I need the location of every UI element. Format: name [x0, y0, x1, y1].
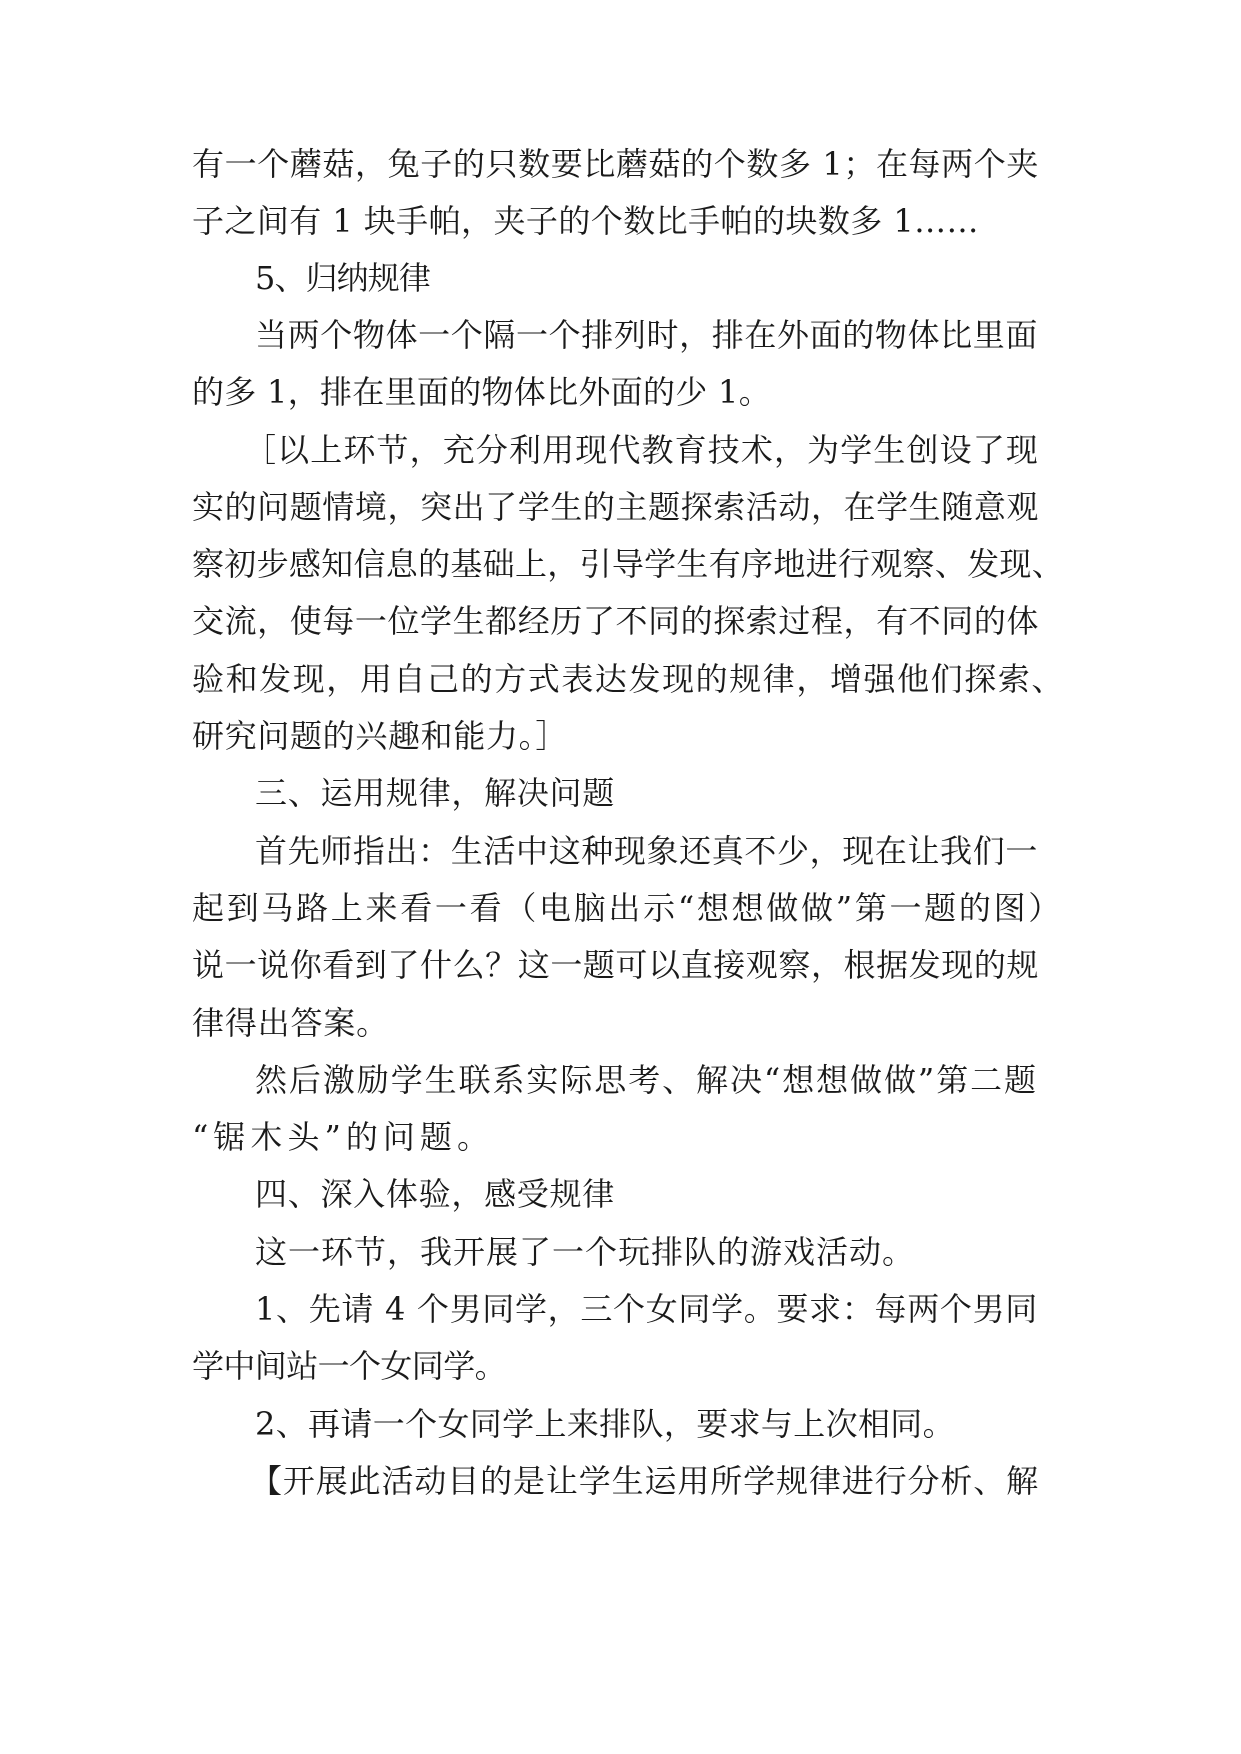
section-heading-text: 四、深入体验，感受规律	[255, 1175, 615, 1213]
text-line	[0, 1461, 1241, 1501]
text-line	[0, 1003, 1241, 1043]
text-line-content: 律得出答案。	[192, 1004, 389, 1042]
text-line	[0, 601, 1241, 641]
section-heading	[0, 773, 1241, 813]
text-line-content: 交流，使每一位学生都经历了不同的探索过程，有不同的体	[192, 602, 1039, 640]
text-line	[0, 430, 1241, 470]
text-line	[0, 544, 1241, 584]
text-line-content: 首先师指出：生活中这种现象还真不少，现在让我们一	[255, 832, 1038, 870]
text-line	[0, 201, 1241, 241]
text-line	[0, 144, 1241, 184]
section-heading	[0, 1174, 1241, 1214]
text-line	[0, 487, 1241, 527]
text-line-content: 验和发现，用自己的方式表达发现的规律，增强他们探索、	[192, 660, 1065, 698]
text-line	[0, 1404, 1241, 1444]
text-line-content: 实的问题情境，突出了学生的主题探索活动，在学生随意观	[192, 488, 1039, 526]
text-line	[0, 831, 1241, 871]
text-line-content: 起到马路上来看一看（电脑出示“想想做做”第一题的图）	[192, 889, 1063, 927]
text-line	[0, 315, 1241, 355]
section-heading-text: 三、运用规律，解决问题	[255, 774, 615, 812]
text-line-content: 研究问题的兴趣和能力。］	[192, 717, 568, 755]
section-heading-text: 5、归纳规律	[255, 259, 430, 297]
text-line	[0, 372, 1241, 412]
text-line-content: 【开展此活动目的是让学生运用所学规律进行分析、解	[250, 1462, 1039, 1500]
text-line-content: 当两个物体一个隔一个排列时，排在外面的物体比里面	[255, 316, 1038, 354]
text-line-content: 1、先请 4 个男同学，三个女同学。要求：每两个男同	[255, 1290, 1038, 1328]
text-line	[0, 1346, 1241, 1386]
text-line-content: 的多 1，排在里面的物体比外面的少 1。	[192, 373, 771, 411]
text-line	[0, 716, 1241, 756]
text-line-content: 这一环节，我开展了一个玩排队的游戏活动。	[255, 1233, 915, 1271]
text-line-content: 说一说你看到了什么？这一题可以直接观察，根据发现的规	[192, 946, 1039, 984]
text-line	[0, 1289, 1241, 1329]
text-line	[0, 1060, 1241, 1100]
text-line-content: “锯木头”的问题。	[192, 1118, 494, 1156]
text-line-content: 2、再请一个女同学上来排队，要求与上次相同。	[255, 1405, 955, 1443]
text-line-content: ［以上环节，充分利用现代教育技术，为学生创设了现	[244, 431, 1039, 469]
text-line	[0, 659, 1241, 699]
text-line	[0, 888, 1241, 928]
text-line	[0, 1232, 1241, 1272]
text-line-content: 然后激励学生联系实际思考、解决“想想做做”第二题	[255, 1061, 1038, 1099]
text-line	[0, 1117, 1241, 1157]
text-line	[0, 945, 1241, 985]
section-heading	[0, 258, 1241, 298]
text-line-content: 察初步感知信息的基础上，引导学生有序地进行观察、发现、	[192, 545, 1064, 583]
text-line-content: 学中间站一个女同学。	[192, 1347, 506, 1385]
text-line-content: 子之间有 1 块手帕，夹子的个数比手帕的块数多 1……	[192, 202, 979, 240]
text-line-content: 有一个蘑菇，兔子的只数要比蘑菇的个数多 1；在每两个夹	[192, 145, 1039, 183]
